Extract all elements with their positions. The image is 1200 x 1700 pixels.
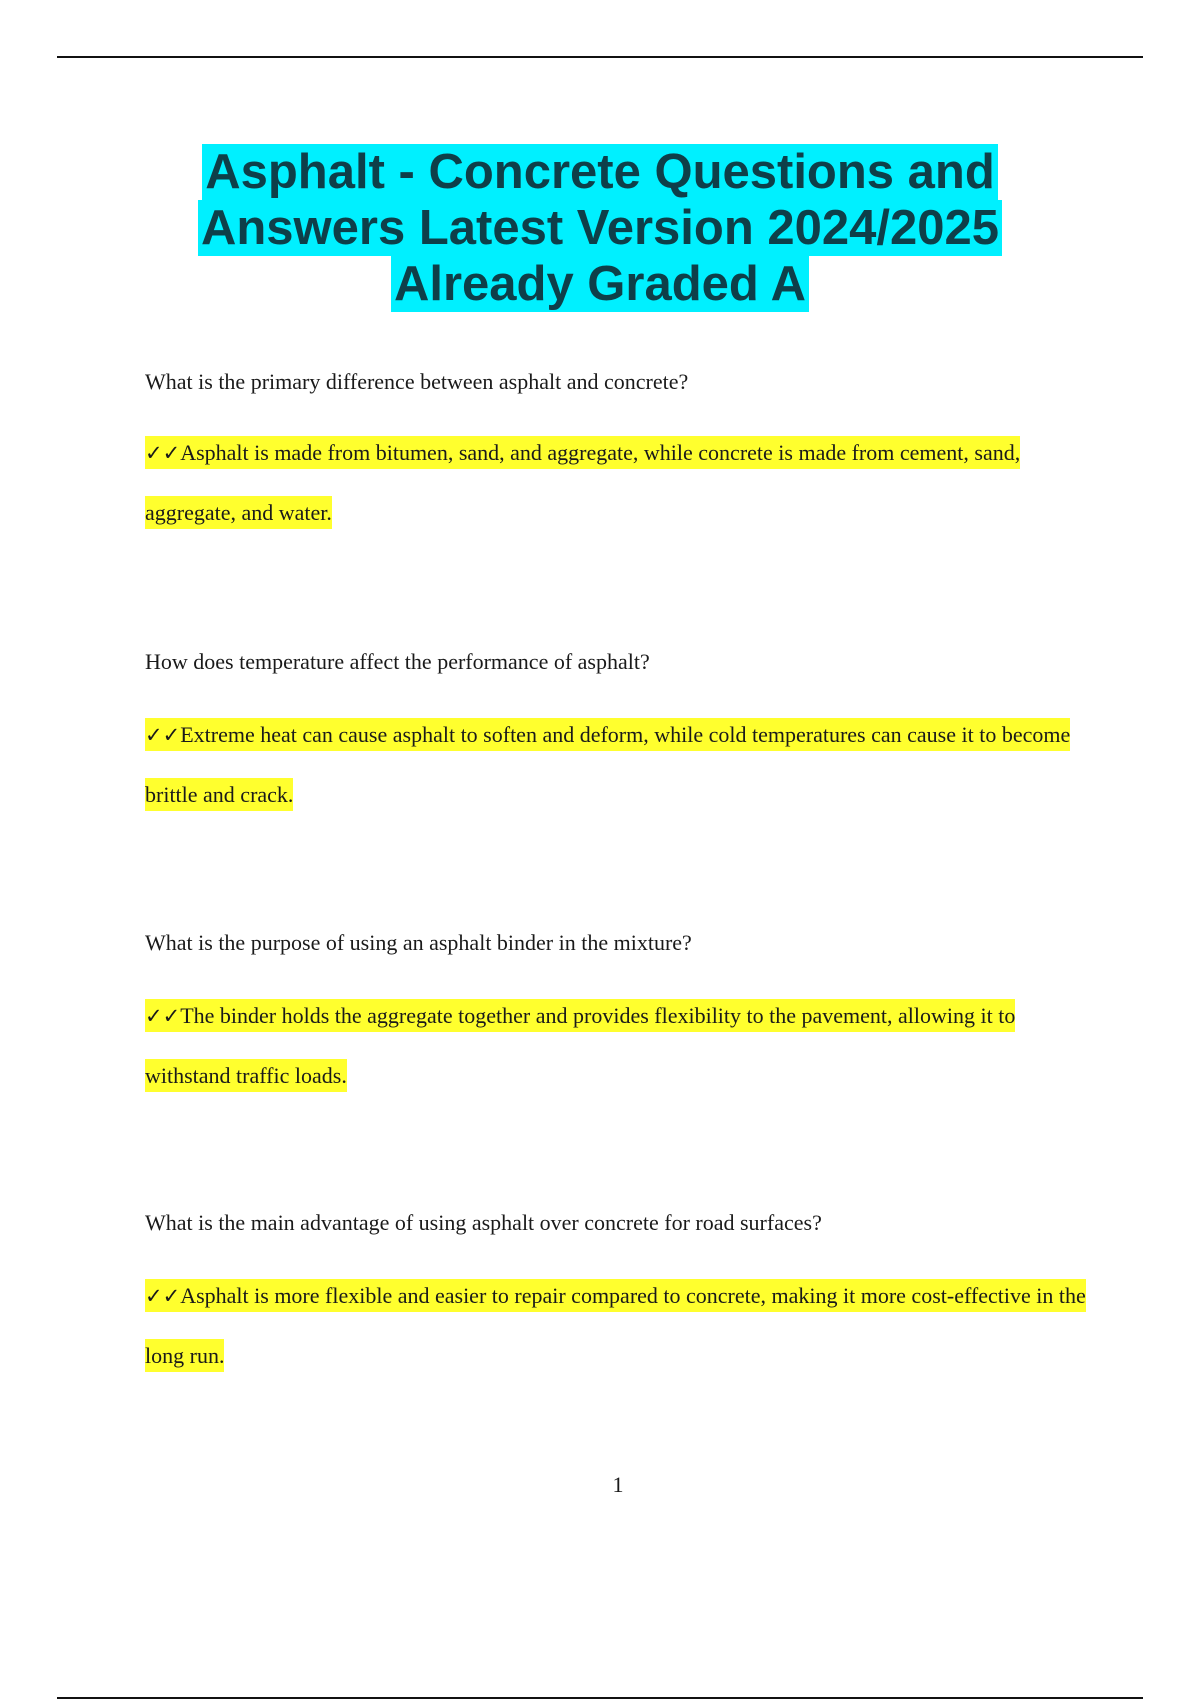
bottom-rule (57, 1697, 1143, 1699)
question-text: How does temperature affect the performance of asphalt? (145, 649, 650, 674)
answer-text (145, 986, 1105, 1106)
question-text: What is the main advantage of using asphalt over concrete for road surfaces? (145, 1210, 822, 1235)
double-check-icon: ✓✓ (145, 723, 181, 747)
title-line-2: Answers Latest Version 2024/2025 (198, 200, 1002, 256)
answer-body: The binder holds the aggregate together and provides flexibility to the pavement, allowing it to withstand traffic loads. (145, 1003, 1016, 1088)
qa-item-2 (145, 648, 1105, 825)
answer-body: Asphalt is made from bitumen, sand, and aggregate, while concrete is made from cement, sand, aggregate, and water. (145, 440, 1021, 525)
qa-item-1 (145, 368, 1105, 543)
answer-text (145, 423, 1105, 543)
double-check-icon: ✓✓ (145, 1004, 181, 1028)
double-check-icon: ✓✓ (145, 1284, 181, 1308)
question-text: What is the purpose of using an asphalt binder in the mixture? (145, 930, 692, 955)
document-title (100, 144, 1100, 312)
double-check-icon: ✓✓ (145, 441, 181, 465)
top-rule (57, 56, 1143, 58)
answer-body: Asphalt is more flexible and easier to repair compared to concrete, making it more cost-effective in the long run. (145, 1283, 1086, 1368)
page-number: 1 (612, 1472, 624, 1497)
answer-body: Extreme heat can cause asphalt to soften and deform, while cold temperatures can cause it to become brittle and crack. (145, 722, 1071, 807)
title-line-3: Already Graded A (391, 256, 809, 312)
answer-text (145, 1266, 1105, 1386)
qa-item-3 (145, 929, 1105, 1106)
qa-item-4 (145, 1209, 1105, 1386)
question-text: What is the primary difference between asphalt and concrete? (145, 369, 689, 394)
title-line-1: Asphalt - Concrete Questions and (202, 144, 998, 200)
answer-text (145, 705, 1105, 825)
